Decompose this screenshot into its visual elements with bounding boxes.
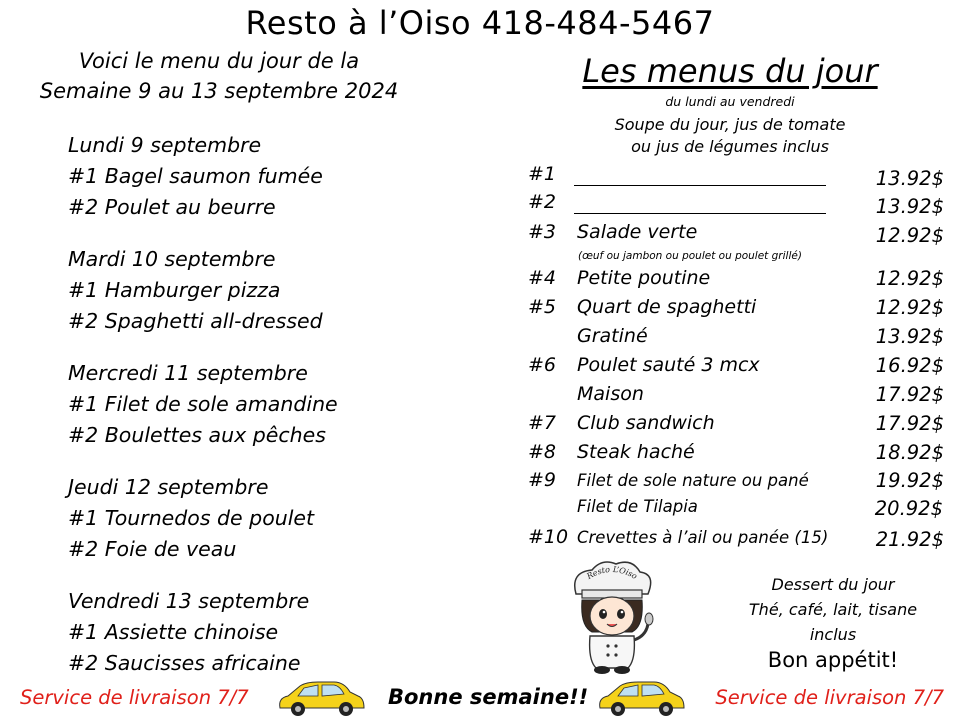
- menu-row-6: [0, 354, 960, 384]
- menu-price: 18.92$: [875, 441, 944, 464]
- menu-num: #8: [528, 441, 557, 463]
- menu-item: Filet de Tilapia: [577, 497, 698, 516]
- menu-num: #9: [528, 469, 557, 491]
- dessert-line-2: Thé, café, lait, tisane: [748, 600, 918, 619]
- menu-item: Crevettes à l’ail ou panée (15): [577, 528, 829, 547]
- menu-row-7: [0, 412, 960, 442]
- menu-row-6b: [0, 383, 960, 413]
- menu-row-2: [0, 191, 960, 221]
- menu-row-10: [0, 526, 960, 556]
- menu-num: #3: [528, 221, 557, 243]
- day-block-vendredi: [68, 586, 468, 679]
- included-line-2: ou jus de légumes inclus: [631, 137, 829, 156]
- menu-item: Club sandwich: [577, 412, 715, 434]
- intro-text: [14, 46, 424, 106]
- menu-note-3: (œuf ou jambon ou poulet ou poulet grillé): [578, 250, 802, 262]
- intro-line-2: Semaine 9 au 13 septembre 2024: [39, 79, 399, 103]
- day-title: Jeudi 12 septembre: [68, 475, 269, 499]
- day-dish-1: #1 Hamburger pizza: [68, 278, 281, 302]
- chef-mascot-icon: [552, 556, 672, 676]
- menus-included: [560, 114, 900, 158]
- menu-num: #7: [528, 412, 557, 434]
- menu-item: Poulet sauté 3 mcx: [577, 354, 760, 376]
- menu-item: Filet de sole nature ou pané: [577, 471, 809, 490]
- day-title: Lundi 9 septembre: [68, 133, 262, 157]
- day-dish-2: #2 Poulet au beurre: [68, 195, 276, 219]
- day-dish-1: #1 Bagel saumon fumée: [68, 164, 323, 188]
- menu-row-3: [0, 221, 960, 251]
- menu-row-4: [0, 267, 960, 297]
- bon-appetit-text: Bon appétit!: [767, 648, 899, 672]
- delivery-service-left: Service de livraison 7/7: [20, 686, 249, 709]
- dessert-line-1: Dessert du jour: [771, 575, 895, 594]
- page-title: Resto à l’Oiso 418-484-5467: [245, 4, 715, 42]
- dessert-info: [730, 572, 936, 647]
- menu-price: 19.92$: [875, 469, 944, 492]
- menu-price: 13.92$: [875, 325, 944, 348]
- day-title: Mardi 10 septembre: [68, 247, 276, 271]
- car-icon: [594, 678, 686, 718]
- menu-price: 21.92$: [875, 528, 944, 551]
- chef-hat-text: Resto L’Oiso: [585, 564, 639, 582]
- menu-item: Petite poutine: [577, 267, 711, 289]
- menu-price: 13.92$: [875, 167, 944, 190]
- menu-num: #1: [528, 163, 557, 185]
- day-title: Vendredi 13 septembre: [68, 589, 310, 613]
- day-dish-1: #1 Filet de sole amandine: [68, 392, 338, 416]
- menu-item: Maison: [577, 383, 644, 405]
- menu-num: #6: [528, 354, 557, 376]
- dessert-line-3: inclus: [809, 625, 857, 644]
- menu-row-9b: [0, 497, 960, 527]
- delivery-service-right: Service de livraison 7/7: [715, 686, 944, 709]
- bonne-semaine-text: Bonne semaine!!: [388, 685, 589, 709]
- blank-line: [574, 185, 826, 186]
- day-dish-2: #2 Foie de veau: [68, 537, 237, 561]
- menu-row-8: [0, 441, 960, 471]
- menu-price: 20.92$: [874, 497, 943, 520]
- car-icon: [274, 678, 366, 718]
- blank-line: [574, 213, 826, 214]
- menu-item: Quart de spaghetti: [577, 296, 757, 318]
- menu-row-5b: [0, 325, 960, 355]
- menu-price: 13.92$: [875, 195, 944, 218]
- menu-num: #5: [528, 296, 557, 318]
- menu-num: #10: [528, 526, 569, 548]
- day-title: Mercredi 11 septembre: [68, 361, 308, 385]
- menu-price: 17.92$: [875, 383, 944, 406]
- day-dish-2: #2 Boulettes aux pêches: [68, 423, 326, 447]
- menu-price: 12.92$: [875, 224, 944, 247]
- included-line-1: Soupe du jour, jus de tomate: [614, 115, 846, 134]
- day-dish-1: #1 Tournedos de poulet: [68, 506, 315, 530]
- menu-price: 12.92$: [875, 267, 944, 290]
- menu-item: Steak haché: [577, 441, 695, 463]
- menus-subtitle: du lundi au vendredi: [665, 94, 795, 109]
- menu-item: Gratiné: [577, 325, 648, 347]
- day-dish-2: #2 Saucisses africaine: [68, 651, 301, 675]
- menu-price: 12.92$: [875, 296, 944, 319]
- menu-price: 17.92$: [875, 412, 944, 435]
- menu-price: 16.92$: [875, 354, 944, 377]
- menus-title: Les menus du jour: [582, 52, 878, 90]
- menu-row-1: [0, 163, 960, 193]
- menu-row-5: [0, 296, 960, 326]
- menu-num: #4: [528, 267, 557, 289]
- menu-item: Salade verte: [577, 221, 698, 243]
- day-dish-1: #1 Assiette chinoise: [68, 620, 279, 644]
- menu-num: #2: [528, 191, 557, 213]
- day-dish-2: #2 Spaghetti all-dressed: [68, 309, 323, 333]
- menu-row-9: [0, 469, 960, 499]
- intro-line-1: Voici le menu du jour de la: [78, 49, 360, 73]
